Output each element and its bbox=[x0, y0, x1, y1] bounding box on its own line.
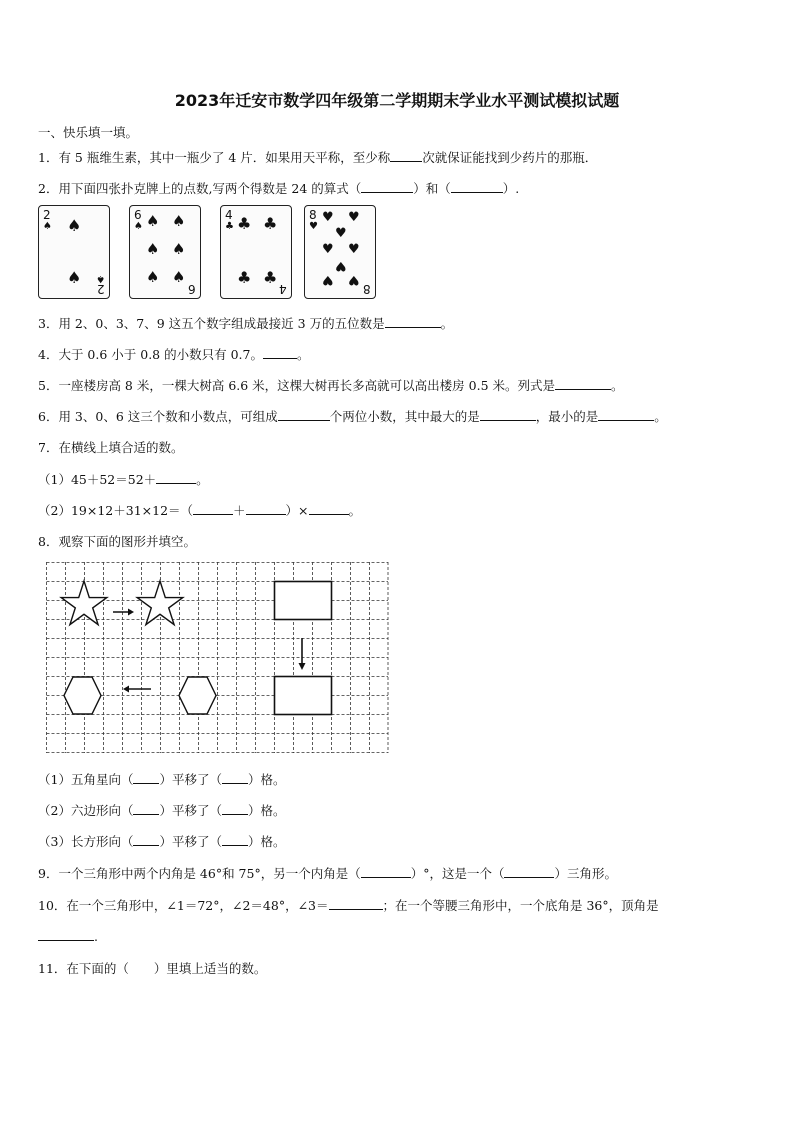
question-3: 3．用 2、0、3、7、9 这五个数字组成最接近 3 万的五位数是 。 bbox=[38, 316, 454, 331]
star-original bbox=[61, 581, 107, 625]
answer-blank[interactable] bbox=[451, 180, 503, 193]
question-7-2: （2）19×12＋31×12＝（ ＋ ）× 。 bbox=[38, 503, 362, 518]
rectangle-translated bbox=[275, 677, 332, 715]
card-4-clubs: 4 ♣ ♣ ♣ ♣ ♣ 4 bbox=[220, 205, 292, 299]
translation-grid bbox=[46, 562, 390, 754]
answer-blank[interactable] bbox=[263, 346, 297, 359]
question-7-1: （1）45＋52＝52＋ 。 bbox=[38, 472, 209, 487]
answer-blank[interactable] bbox=[329, 897, 383, 910]
arrow-down-icon bbox=[299, 638, 306, 670]
answer-blank[interactable] bbox=[598, 408, 654, 421]
answer-blank[interactable] bbox=[309, 502, 349, 515]
answer-blank[interactable] bbox=[222, 833, 248, 846]
answer-blank[interactable] bbox=[133, 771, 159, 784]
answer-blank[interactable] bbox=[278, 408, 330, 421]
hexagon-original bbox=[179, 677, 216, 714]
card-2-spades: 2 ♠ ♠ ♠ ♠ 2 bbox=[38, 205, 110, 299]
question-8-3: （3）长方形向（ ）平移了（ ）格。 bbox=[38, 834, 286, 849]
answer-blank[interactable] bbox=[361, 865, 411, 878]
question-2: 2．用下面四张扑克牌上的点数,写两个得数是 24 的算式（ ）和（ ）. bbox=[38, 181, 520, 196]
question-11: 11．在下面的（ ）里填上适当的数。 bbox=[38, 961, 267, 976]
question-9: 9．一个三角形中两个内角是 46°和 75°，另一个内角是（ ）°，这是一个（ ）三角形。 bbox=[38, 866, 617, 881]
answer-blank[interactable] bbox=[504, 865, 554, 878]
question-7: 7．在横线上填合适的数。 bbox=[38, 440, 184, 455]
answer-blank[interactable] bbox=[133, 802, 159, 815]
spade-pip: ♠ bbox=[67, 268, 82, 287]
answer-blank[interactable] bbox=[38, 928, 94, 941]
spade-pip: ♠ bbox=[67, 216, 82, 235]
answer-blank[interactable] bbox=[555, 377, 611, 390]
rectangle-original bbox=[275, 582, 332, 620]
question-8: 8．观察下面的图形并填空。 bbox=[38, 534, 196, 549]
question-8-1: （1）五角星向（ ）平移了（ ）格。 bbox=[38, 772, 286, 787]
arrow-left-icon bbox=[123, 686, 151, 693]
playing-cards bbox=[38, 205, 383, 300]
page-title: 2023年迁安市数学四年级第二学期期末学业水平测试模拟试题 bbox=[174, 91, 620, 110]
answer-blank[interactable] bbox=[222, 771, 248, 784]
grid-lines bbox=[47, 562, 389, 753]
answer-blank[interactable] bbox=[246, 502, 286, 515]
question-1: 1．有 5 瓶维生素，其中一瓶少了 4 片．如果用天平称，至少称 次就保证能找到少药片的那瓶． bbox=[38, 150, 598, 165]
section-heading: 一、快乐填一填。 bbox=[38, 125, 139, 140]
question-10: 10．在一个三角形中，∠1＝72°，∠2＝48°，∠3＝ ；在一个等腰三角形中，一个底角是 36°，顶角是 bbox=[38, 898, 659, 913]
answer-blank[interactable] bbox=[156, 471, 196, 484]
answer-blank[interactable] bbox=[480, 408, 536, 421]
card-6-spades: 6 ♠ ♠ ♠ ♠ ♠ ♠ ♠ 6 bbox=[129, 205, 201, 299]
hexagon-translated bbox=[64, 677, 101, 714]
arrow-right-icon bbox=[113, 609, 134, 616]
question-6: 6．用 3、0、6 这三个数和小数点，可组成 个两位小数，其中最大的是 ，最小的是 。 bbox=[38, 409, 667, 424]
answer-blank[interactable] bbox=[193, 502, 233, 515]
question-10-cont: . bbox=[38, 928, 98, 944]
card-8-hearts: 8 ♥ ♥ ♥ ♥ ♥ ♥ ♥ ♥ ♥ 8 bbox=[304, 205, 376, 299]
answer-blank[interactable] bbox=[222, 802, 248, 815]
answer-blank[interactable] bbox=[390, 149, 422, 162]
question-4: 4．大于 0.6 小于 0.8 的小数只有 0.7。 。 bbox=[38, 347, 310, 362]
answer-blank[interactable] bbox=[133, 833, 159, 846]
answer-blank[interactable] bbox=[385, 315, 441, 328]
answer-blank[interactable] bbox=[361, 180, 413, 193]
star-translated bbox=[137, 581, 183, 625]
question-8-2: （2）六边形向（ ）平移了（ ）格。 bbox=[38, 803, 286, 818]
question-5: 5．一座楼房高 8 米，一棵大树高 6.6 米，这棵大树再长多高就可以高出楼房 0.5 米。列式是 。 bbox=[38, 378, 624, 393]
